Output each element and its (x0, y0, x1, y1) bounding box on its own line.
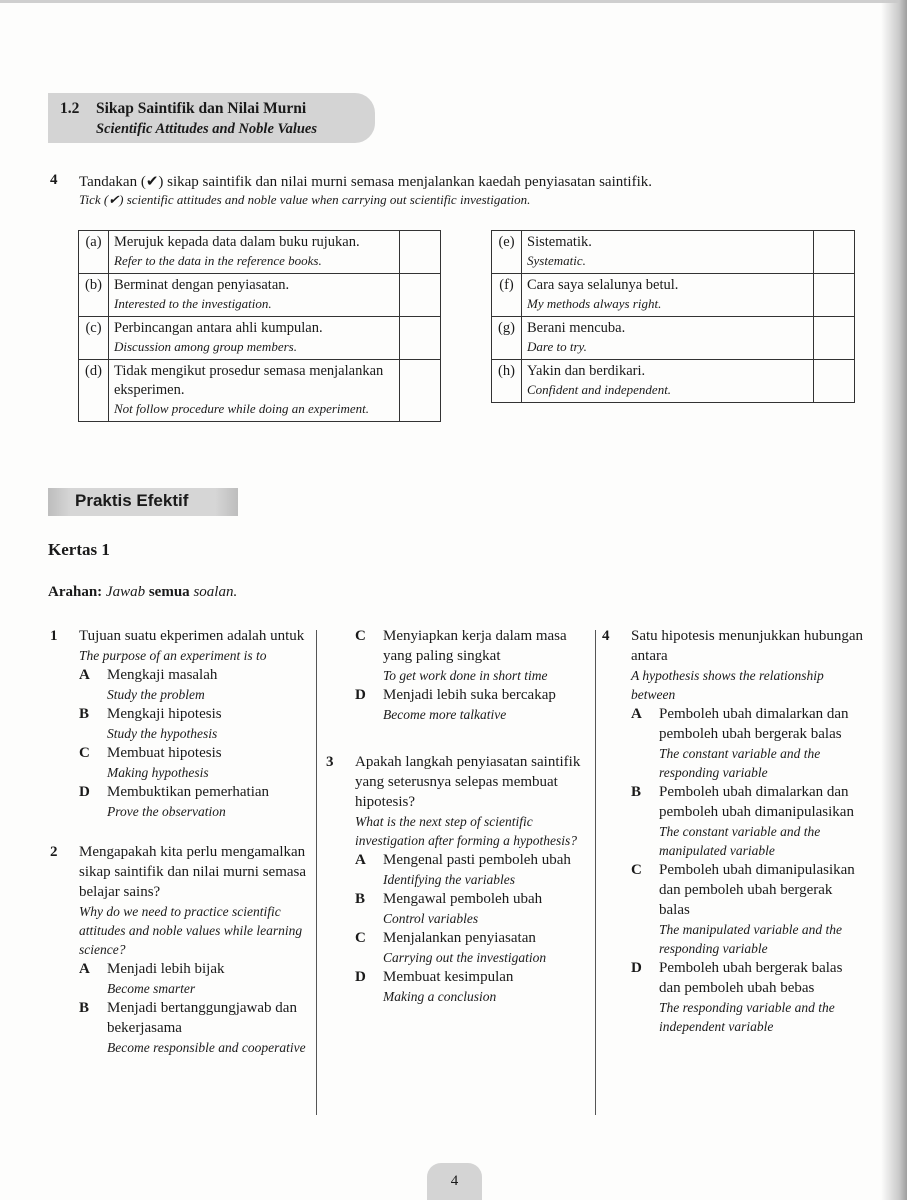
item-text-en: Interested to the investigation. (114, 296, 272, 311)
option-text-en: Control variables (383, 911, 479, 926)
item-label: (c) (79, 317, 109, 360)
tick-box[interactable] (814, 231, 855, 274)
option-text-en: The constant variable and the manipulated variable (659, 824, 821, 858)
option-text-ms: Mengawal pemboleh ubah (383, 891, 543, 907)
item-text (109, 274, 400, 317)
item-text (109, 317, 400, 360)
option-text-ms: Mengkaji masalah (107, 667, 218, 683)
item-text-ms: Sistematik. (527, 234, 592, 250)
item-text (109, 360, 400, 422)
table-row (79, 317, 441, 360)
page-number-tab (427, 1163, 482, 1200)
mcq-column-1 (50, 626, 312, 1057)
option[interactable] (326, 928, 588, 967)
option-letter: A (631, 706, 642, 722)
question-4-number: 4 (50, 172, 58, 188)
option-text-ms: Mengkaji hipotesis (107, 706, 222, 722)
item-text-en: Not follow procedure while doing an experiment. (114, 401, 370, 416)
option-text-en: Become smarter (107, 981, 196, 996)
option-text-ms: Menjadi lebih suka bercakap (383, 687, 556, 703)
item-text-ms: Yakin dan berdikari. (527, 363, 646, 379)
option-text-en: Study the problem (107, 687, 205, 702)
option-letter: B (79, 1000, 90, 1016)
option-letter: A (79, 961, 90, 977)
section-title-en: Scientific Attitudes and Noble Values (96, 121, 318, 137)
item-text-en: Confident and independent. (527, 382, 672, 397)
kertas-title: Kertas 1 (48, 540, 110, 559)
option[interactable] (602, 782, 864, 860)
item-text (522, 317, 814, 360)
option-text-ms: Menyiapkan kerja dalam masa yang paling singkat (383, 628, 567, 664)
option-letter: A (355, 852, 366, 868)
item-text (522, 360, 814, 403)
item-text-ms: Berani mencuba. (527, 320, 626, 336)
option-letter: A (79, 667, 90, 683)
question-number: 1 (50, 628, 58, 644)
option-text-en: Study the hypothesis (107, 726, 218, 741)
top-rule (0, 0, 907, 3)
question-number: 4 (602, 628, 610, 644)
option-letter: D (355, 969, 366, 985)
option-text-en: To get work done in short time (383, 668, 548, 683)
tick-box[interactable] (400, 274, 441, 317)
option[interactable] (50, 998, 312, 1057)
option[interactable] (50, 665, 312, 704)
instructions (48, 584, 237, 601)
option[interactable] (50, 782, 312, 821)
section-title-ms-text: Sikap Saintifik dan Nilai Murni (96, 100, 307, 117)
column-divider-1 (316, 630, 317, 1115)
question-text-ms: Satu hipotesis menunjukkan hubungan antara (631, 628, 864, 664)
option-text-ms: Menjadi lebih bijak (107, 961, 225, 977)
item-text (522, 274, 814, 317)
option-text-en: Carrying out the investigation (383, 950, 547, 965)
section-title-ms (60, 99, 375, 119)
option[interactable] (326, 626, 588, 685)
mcq-column-3 (602, 626, 864, 1036)
option-letter: C (631, 862, 642, 878)
tick-box[interactable] (814, 317, 855, 360)
option-text-ms: Pemboleh ubah dimanipulasikan dan pemboleh ubah bergerak balas (659, 862, 855, 918)
option-text-ms: Membuat kesimpulan (383, 969, 514, 985)
item-label: (d) (79, 360, 109, 422)
column-divider-2 (595, 630, 596, 1115)
option-text-en: Identifying the variables (383, 872, 515, 887)
question-text-ms: Apakah langkah penyiasatan saintifik yang seterusnya selepas membuat hipotesis? (355, 754, 581, 810)
question-number: 3 (326, 754, 334, 770)
option-letter: D (79, 784, 90, 800)
tick-table-left (78, 230, 441, 422)
praktis-efektif-title: Praktis Efektif (75, 491, 189, 510)
item-text-ms: Cara saya selalunya betul. (527, 277, 679, 293)
option-text-en: Making hypothesis (107, 765, 209, 780)
item-label: (b) (79, 274, 109, 317)
item-text-en: Discussion among group members. (114, 339, 297, 354)
question-text-en: What is the next step of scientific investigation after forming a hypothesis? (355, 814, 577, 848)
item-label: (f) (492, 274, 522, 317)
item-label: (e) (492, 231, 522, 274)
option-text-ms: Pemboleh ubah bergerak balas dan pemboleh ubah bebas (659, 960, 843, 996)
question-4-instruction-ms: Tandakan (✔) sikap saintifik dan nilai murni semasa menjalankan kaedah penyiasatan saintifik. (79, 174, 653, 190)
option-text-ms: Menjadi bertanggungjawab dan bekerjasama (107, 1000, 297, 1036)
option-text-ms: Membuat hipotesis (107, 745, 222, 761)
option[interactable] (602, 860, 864, 958)
option-letter: B (355, 891, 366, 907)
mcq-question-4 (602, 626, 864, 1036)
item-label: (a) (79, 231, 109, 274)
question-text-ms: Mengapakah kita perlu mengamalkan sikap saintifik dan nilai murni semasa belajar sains? (79, 844, 307, 900)
question-text-ms: Tujuan suatu ekperimen adalah untuk (79, 628, 305, 644)
option-text-ms: Membuktikan pemerhatian (107, 784, 270, 800)
item-text-ms: Perbincangan antara ahli kumpulan. (114, 320, 323, 336)
item-label: (g) (492, 317, 522, 360)
table-row (79, 274, 441, 317)
mcq-question-1 (50, 626, 312, 821)
table-row (492, 231, 855, 274)
instructions-word-2: semua (148, 584, 190, 600)
option[interactable] (326, 685, 588, 724)
item-text-ms: Berminat dengan penyiasatan. (114, 277, 290, 293)
item-text (109, 231, 400, 274)
tick-box[interactable] (814, 360, 855, 403)
mcq-question-2 (50, 842, 312, 1057)
option[interactable] (50, 743, 312, 782)
option-letter: D (631, 960, 642, 976)
instructions-word-3: soalan. (193, 584, 238, 600)
table-row (79, 360, 441, 422)
option-text-ms: Pemboleh ubah dimalarkan dan pemboleh ubah bergerak balas (659, 706, 849, 742)
option-letter: B (631, 784, 642, 800)
item-text-en: Systematic. (527, 253, 586, 268)
question-4-instruction-en: Tick (✔) scientific attitudes and noble value when carrying out scientific investigation. (79, 192, 531, 207)
option-text-ms: Menjalankan penyiasatan (383, 930, 536, 946)
item-text-ms: Merujuk kepada data dalam buku rujukan. (114, 234, 360, 250)
tick-box[interactable] (400, 317, 441, 360)
tick-box[interactable] (400, 360, 441, 422)
question-text-en: A hypothesis shows the relationship between (631, 668, 824, 702)
option[interactable] (326, 967, 588, 1006)
option-text-en: Making a conclusion (383, 989, 497, 1004)
mcq-question-3 (326, 752, 588, 1006)
item-label: (h) (492, 360, 522, 403)
tick-box[interactable] (814, 274, 855, 317)
table-row (492, 274, 855, 317)
item-text-en: Refer to the data in the reference books. (114, 253, 322, 268)
mcq-column-2 (326, 626, 588, 1006)
option-text-ms: Pemboleh ubah dimalarkan dan pemboleh ubah dimanipulasikan (659, 784, 854, 820)
option-text-en: Become more talkative (383, 707, 507, 722)
option[interactable] (326, 889, 588, 928)
option-letter: C (355, 628, 366, 644)
option-text-en: Become responsible and cooperative (107, 1040, 306, 1055)
instructions-word-1: Jawab (105, 584, 146, 600)
page-number: 4 (450, 1173, 459, 1189)
option[interactable] (602, 704, 864, 782)
question-number: 2 (50, 844, 58, 860)
option[interactable] (50, 704, 312, 743)
section-number: 1.2 (60, 100, 80, 117)
table-row (492, 317, 855, 360)
item-text (522, 231, 814, 274)
item-text-en: Dare to try. (527, 339, 587, 354)
option-text-en: The manipulated variable and the responding variable (659, 922, 842, 956)
option-letter: C (79, 745, 90, 761)
item-text-ms: Tidak mengikut prosedur semasa menjalankan eksperimen. (114, 363, 384, 398)
option-letter: C (355, 930, 366, 946)
page-edge-shadow (881, 0, 907, 1200)
option[interactable] (326, 850, 588, 889)
option[interactable] (602, 958, 864, 1036)
option-text-en: The constant variable and the responding variable (659, 746, 821, 780)
praktis-efektif-banner (48, 488, 238, 516)
tick-box[interactable] (400, 231, 441, 274)
instructions-label: Arahan: (48, 584, 103, 600)
table-row (79, 231, 441, 274)
question-text-en: The purpose of an experiment is to (79, 648, 267, 663)
item-text-en: My methods always right. (527, 296, 662, 311)
table-row (492, 360, 855, 403)
option-letter: D (355, 687, 366, 703)
section-header (48, 93, 375, 143)
option[interactable] (50, 959, 312, 998)
question-text-en: Why do we need to practice scientific attitudes and noble values while learning science? (79, 904, 303, 957)
option-text-ms: Mengenal pasti pemboleh ubah (383, 852, 571, 868)
option-letter: B (79, 706, 90, 722)
tick-table-right (491, 230, 855, 403)
option-text-en: Prove the observation (107, 804, 226, 819)
mcq-question-2-continued (326, 626, 588, 724)
option-text-en: The responding variable and the independent variable (659, 1000, 835, 1034)
